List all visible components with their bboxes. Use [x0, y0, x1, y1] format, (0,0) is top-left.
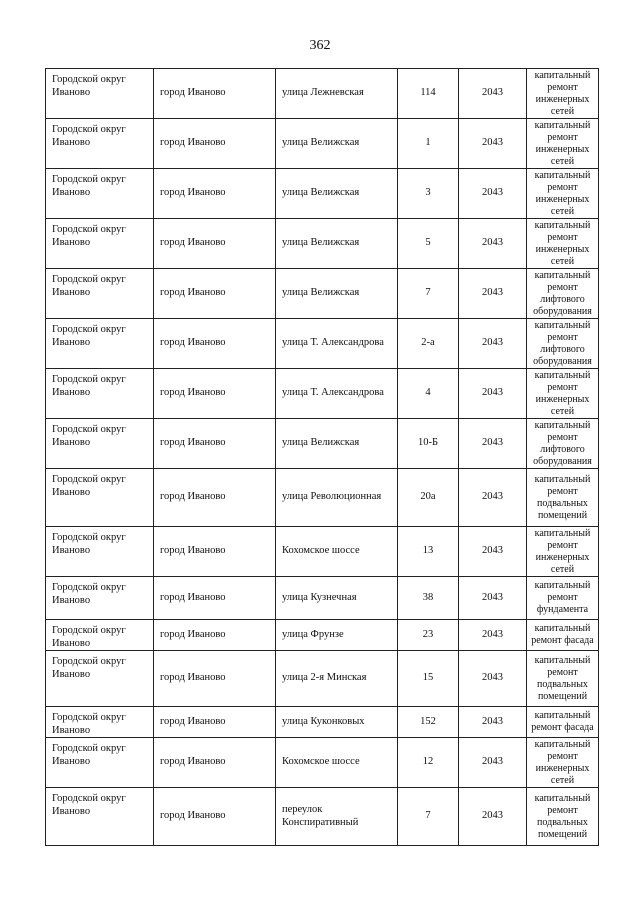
- house-number-cell: 13: [398, 527, 459, 577]
- district-cell: Городской округ Иваново: [46, 219, 154, 269]
- street-cell: улица Велижская: [276, 219, 398, 269]
- street-cell: улица Т. Александрова: [276, 319, 398, 369]
- street-cell: улица Велижская: [276, 169, 398, 219]
- table-row: [46, 651, 599, 707]
- table-row: [46, 419, 599, 469]
- year-cell: 2043: [459, 788, 527, 846]
- house-number-cell: 5: [398, 219, 459, 269]
- city-cell: город Иваново: [154, 527, 276, 577]
- table-row: [46, 319, 599, 369]
- district-cell: Городской округ Иваново: [46, 469, 154, 527]
- house-number-cell: 15: [398, 651, 459, 707]
- street-cell: улица Кузнечная: [276, 577, 398, 620]
- street-cell: улица Куконковых: [276, 707, 398, 738]
- table-row: [46, 527, 599, 577]
- work-type-cell: капитальный ремонт лифтового оборудования: [527, 419, 599, 469]
- house-number-cell: 1: [398, 119, 459, 169]
- district-cell: Городской округ Иваново: [46, 319, 154, 369]
- year-cell: 2043: [459, 527, 527, 577]
- work-type-cell: капитальный ремонт подвальных помещений: [527, 788, 599, 846]
- house-number-cell: 23: [398, 620, 459, 651]
- city-cell: город Иваново: [154, 369, 276, 419]
- table-row: [46, 69, 599, 119]
- city-cell: город Иваново: [154, 69, 276, 119]
- year-cell: 2043: [459, 620, 527, 651]
- year-cell: 2043: [459, 469, 527, 527]
- repair-schedule-table: [45, 68, 599, 846]
- house-number-cell: 38: [398, 577, 459, 620]
- street-cell: улица Велижская: [276, 269, 398, 319]
- work-type-cell: капитальный ремонт лифтового оборудования: [527, 269, 599, 319]
- district-cell: Городской округ Иваново: [46, 620, 154, 651]
- work-type-cell: капитальный ремонт инженерных сетей: [527, 527, 599, 577]
- table-row: [46, 169, 599, 219]
- work-type-cell: капитальный ремонт подвальных помещений: [527, 651, 599, 707]
- house-number-cell: 7: [398, 788, 459, 846]
- work-type-cell: капитальный ремонт инженерных сетей: [527, 369, 599, 419]
- street-cell: улица 2-я Минская: [276, 651, 398, 707]
- year-cell: 2043: [459, 419, 527, 469]
- district-cell: Городской округ Иваново: [46, 269, 154, 319]
- district-cell: Городской округ Иваново: [46, 169, 154, 219]
- house-number-cell: 7: [398, 269, 459, 319]
- year-cell: 2043: [459, 119, 527, 169]
- street-cell: улица Т. Александрова: [276, 369, 398, 419]
- year-cell: 2043: [459, 707, 527, 738]
- work-type-cell: капитальный ремонт подвальных помещений: [527, 469, 599, 527]
- house-number-cell: 2-а: [398, 319, 459, 369]
- work-type-cell: капитальный ремонт лифтового оборудования: [527, 319, 599, 369]
- work-type-cell: капитальный ремонт инженерных сетей: [527, 69, 599, 119]
- city-cell: город Иваново: [154, 319, 276, 369]
- district-cell: Городской округ Иваново: [46, 369, 154, 419]
- year-cell: 2043: [459, 269, 527, 319]
- city-cell: город Иваново: [154, 738, 276, 788]
- table-row: [46, 788, 599, 846]
- house-number-cell: 3: [398, 169, 459, 219]
- table-row: [46, 269, 599, 319]
- city-cell: город Иваново: [154, 707, 276, 738]
- table-row: [46, 707, 599, 738]
- year-cell: 2043: [459, 577, 527, 620]
- street-cell: Кохомское шоссе: [276, 738, 398, 788]
- year-cell: 2043: [459, 169, 527, 219]
- district-cell: Городской округ Иваново: [46, 69, 154, 119]
- house-number-cell: 4: [398, 369, 459, 419]
- street-cell: Кохомское шоссе: [276, 527, 398, 577]
- city-cell: город Иваново: [154, 419, 276, 469]
- district-cell: Городской округ Иваново: [46, 788, 154, 846]
- city-cell: город Иваново: [154, 119, 276, 169]
- table-row: [46, 369, 599, 419]
- city-cell: город Иваново: [154, 169, 276, 219]
- house-number-cell: 152: [398, 707, 459, 738]
- street-cell: улица Велижская: [276, 119, 398, 169]
- district-cell: Городской округ Иваново: [46, 419, 154, 469]
- city-cell: город Иваново: [154, 269, 276, 319]
- table-row: [46, 219, 599, 269]
- city-cell: город Иваново: [154, 577, 276, 620]
- street-cell: улица Велижская: [276, 419, 398, 469]
- house-number-cell: 12: [398, 738, 459, 788]
- year-cell: 2043: [459, 219, 527, 269]
- city-cell: город Иваново: [154, 620, 276, 651]
- district-cell: Городской округ Иваново: [46, 119, 154, 169]
- work-type-cell: капитальный ремонт фасада: [527, 707, 599, 738]
- street-cell: улица Фрунзе: [276, 620, 398, 651]
- street-cell: улица Лежневская: [276, 69, 398, 119]
- year-cell: 2043: [459, 319, 527, 369]
- city-cell: город Иваново: [154, 788, 276, 846]
- year-cell: 2043: [459, 369, 527, 419]
- city-cell: город Иваново: [154, 469, 276, 527]
- work-type-cell: капитальный ремонт инженерных сетей: [527, 119, 599, 169]
- city-cell: город Иваново: [154, 651, 276, 707]
- work-type-cell: капитальный ремонт фасада: [527, 620, 599, 651]
- work-type-cell: капитальный ремонт фундамента: [527, 577, 599, 620]
- table-row: [46, 620, 599, 651]
- page-number: 362: [309, 38, 331, 53]
- street-cell: улица Революционная: [276, 469, 398, 527]
- year-cell: 2043: [459, 738, 527, 788]
- table-row: [46, 738, 599, 788]
- house-number-cell: 20а: [398, 469, 459, 527]
- table-row: [46, 577, 599, 620]
- work-type-cell: капитальный ремонт инженерных сетей: [527, 738, 599, 788]
- district-cell: Городской округ Иваново: [46, 527, 154, 577]
- house-number-cell: 10-Б: [398, 419, 459, 469]
- table-row: [46, 469, 599, 527]
- house-number-cell: 114: [398, 69, 459, 119]
- street-cell: переулок Конспиративный: [276, 788, 398, 846]
- district-cell: Городской округ Иваново: [46, 577, 154, 620]
- work-type-cell: капитальный ремонт инженерных сетей: [527, 219, 599, 269]
- city-cell: город Иваново: [154, 219, 276, 269]
- district-cell: Городской округ Иваново: [46, 738, 154, 788]
- work-type-cell: капитальный ремонт инженерных сетей: [527, 169, 599, 219]
- table-row: [46, 119, 599, 169]
- year-cell: 2043: [459, 651, 527, 707]
- district-cell: Городской округ Иваново: [46, 707, 154, 738]
- year-cell: 2043: [459, 69, 527, 119]
- district-cell: Городской округ Иваново: [46, 651, 154, 707]
